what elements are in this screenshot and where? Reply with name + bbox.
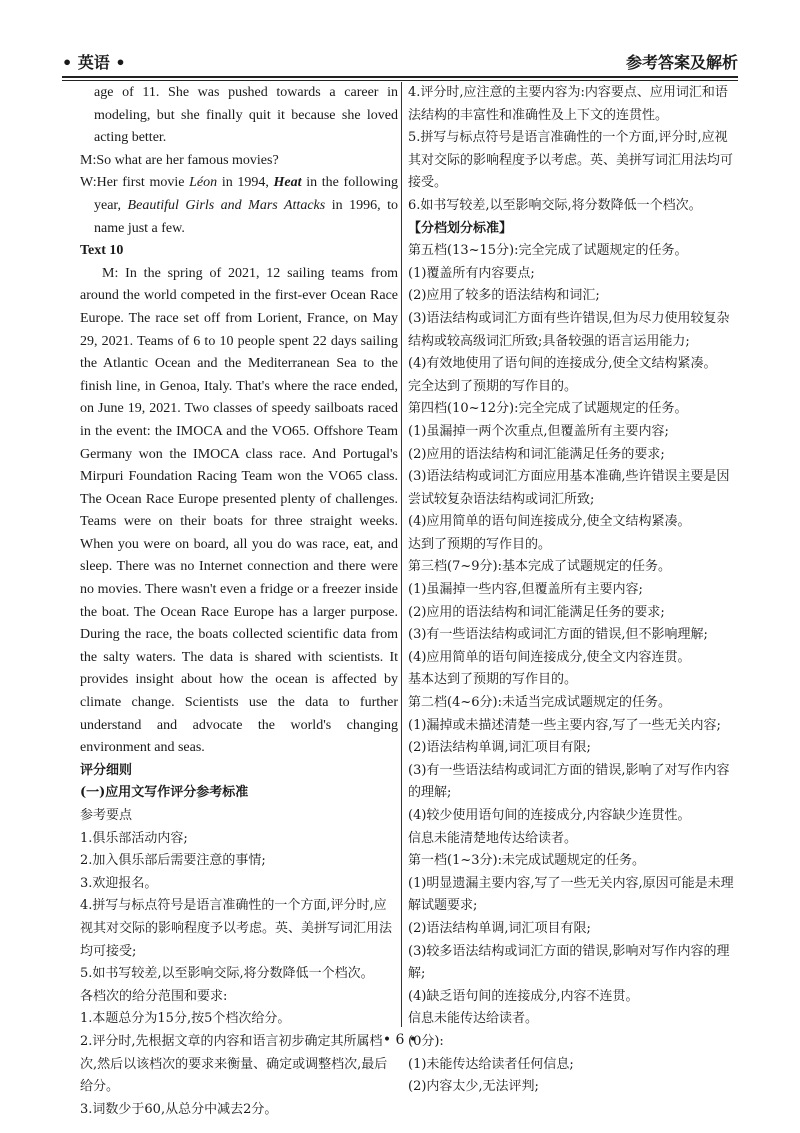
list-item: 各档次的给分范围和要求: — [80, 988, 228, 1004]
list-item: (2)语法结构单调,词汇项目有限; — [408, 740, 591, 756]
list-item: (2)语法结构单调,词汇项目有限; — [408, 920, 591, 936]
list-item: 完全达到了预期的写作目的。 — [408, 378, 578, 394]
transcript-line-w: W:Her first movie Léon in 1994, Heat in the following year, Beautiful Girls and Mars Attacks in 1996, to name just a few. — [80, 175, 399, 236]
movie-title: Léon — [189, 175, 218, 191]
rules-heading: 评分细则 — [80, 762, 133, 778]
movie-title: Heat — [273, 175, 302, 191]
list-item: 1.本题总分为15分,按5个档次给分。 — [80, 1011, 291, 1027]
list-item: (3)有一些语法结构或词汇方面的错误,但不影响理解; — [408, 627, 708, 643]
list-item: 5.拼写与标点符号是语言准确性的一个方面,评分时,应视其对交际的影响程度予以考虑。英、美拼写词汇用法均可接受。 — [408, 130, 734, 191]
subject-label: • 英语 • — [62, 53, 126, 72]
list-item: (1)覆盖所有内容要点; — [408, 265, 535, 281]
grading-standard-heading: 【分档划分标准】 — [408, 220, 513, 236]
list-item: 3.欢迎报名。 — [80, 875, 158, 891]
list-item: 2.加入俱乐部后需要注意的事情; — [80, 853, 266, 869]
column-divider — [401, 82, 402, 1027]
list-item: (4)应用简单的语句间连接成分,使全文结构紧凑。 — [408, 514, 691, 530]
header-rule — [62, 76, 738, 78]
page-header — [62, 50, 738, 74]
section-heading: (一)应用文写作评分参考标准 — [80, 785, 249, 801]
list-item: 基本达到了预期的写作目的。 — [408, 672, 578, 688]
list-item: (2)内容太少,无法评判; — [408, 1079, 539, 1095]
list-item: 3.词数少于60,从总分中减去2分。 — [80, 1101, 278, 1117]
right-item-list — [408, 240, 736, 1099]
list-item: 信息未能清楚地传达给读者。 — [408, 830, 578, 846]
list-item: 第五档(13~15分):完全完成了试题规定的任务。 — [408, 243, 688, 259]
header-title: 参考答案及解析 — [625, 53, 738, 72]
list-item: 4.拼写与标点符号是语言准确性的一个方面,评分时,应视其对交际的影响程度予以考虑。英、美拼写词汇用法均可接受; — [80, 898, 393, 959]
reference-points-label: 参考要点 — [80, 808, 133, 823]
list-item: (4)应用简单的语句间连接成分,使全文内容连贯。 — [408, 649, 691, 665]
list-item: (1)虽漏掉一些内容,但覆盖所有主要内容; — [408, 582, 643, 598]
list-item: (3)语法结构或词汇方面应用基本准确,些许错误主要是因尝试较复杂语法结构或词汇所致; — [408, 469, 730, 507]
list-item: 5.如书写较差,以至影响交际,将分数降低一个档次。 — [80, 966, 374, 982]
list-item: (1)未能传达给读者任何信息; — [408, 1056, 574, 1072]
list-item: 6.如书写较差,以至影响交际,将分数降低一个档次。 — [408, 197, 702, 213]
list-item: 第二档(4~6分):未适当完成试题规定的任务。 — [408, 695, 671, 711]
list-item: (0分): — [408, 1033, 444, 1049]
list-item: (4)较少使用语句间的连接成分,内容缺少连贯性。 — [408, 808, 691, 823]
list-item: 信息未能传达给读者。 — [408, 1011, 539, 1027]
list-item: 达到了预期的写作目的。 — [408, 536, 552, 552]
left-item-list — [80, 828, 398, 1122]
list-item: (3)较多语法结构或词汇方面的错误,影响对写作内容的理解; — [408, 943, 730, 982]
list-item: (4)缺乏语句间的连接成分,内容不连贯。 — [408, 988, 639, 1004]
list-item: (1)明显遗漏主要内容,写了一些无关内容,原因可能是未理解试题要求; — [408, 875, 734, 914]
right-column — [408, 82, 736, 1099]
list-item: 第四档(10~12分):完全完成了试题规定的任务。 — [408, 401, 688, 417]
list-item: (2)应用的语法结构和词汇能满足任务的要求; — [408, 604, 665, 620]
text-10-body: M: In the spring of 2021, 12 sailing teams from around the world competed in the first-ever Ocean Race Europe. The race set off from Lorient, France, on May 29, 2021. Teams of 6 to 10 people spent 22 days sailing the Atlantic Ocean and the Mediterranean Sea to the finish line, in Genoa, Italy. That's where the race ended, on June 19, 2021. Two classes of speedy sailboats raced in the event: the IMOCA and the VO65. Offshore Team Germany won the IMOCA class race. And Portugal's Mirpuri Foundation Racing Team won the VO65 class. The Ocean Race Europe presented plenty of challenges. Teams were on their boats for three straight weeks. When you were on board, all you do was race, eat, and sleep. There was no Internet connection and there were no movies. There wasn't even a fridge or a freezer inside the boat. The Ocean Race Europe has a larger purpose. During the race, the boats collected scientific data from the salty waters. The data is shared with scientists. It provides insight about how the ocean is affected by climate change. Scientists use the data to further understand and advocate the world's changing environment and seas. — [80, 265, 398, 756]
list-item: 4.评分时,应注意的主要内容为:内容要点、应用词汇和语法结构的丰富性和准确性及上下文的连贯性。 — [408, 85, 728, 123]
page-number: • 6 • — [382, 1032, 418, 1048]
movie-title: Beautiful Girls and Mars Attacks — [127, 197, 326, 213]
transcript-paragraph: age of 11. She was pushed towards a career in modeling, but she finally quit it because she loved acting better. — [94, 85, 398, 146]
transcript-line-m: M:So what are her famous movies? — [80, 152, 279, 168]
list-item: (3)语法结构或词汇方面有些许错误,但为尽力使用较复杂结构或较高级词汇所致;具备较强的语言运用能力; — [408, 310, 730, 349]
list-item: (4)有效地使用了语句间的连接成分,使全文结构紧凑。 — [408, 356, 717, 372]
left-column — [80, 82, 398, 1121]
list-item: 第一档(1~3分):未完成试题规定的任务。 — [408, 853, 645, 869]
list-item: (2)应用了较多的语法结构和词汇; — [408, 288, 600, 304]
list-item: (3)有一些语法结构或词汇方面的错误,影响了对写作内容的理解; — [408, 762, 730, 801]
text-10-heading: Text 10 — [80, 243, 124, 259]
list-item: (1)虽漏掉一两个次重点,但覆盖所有主要内容; — [408, 423, 669, 439]
list-item: 1.俱乐部活动内容; — [80, 830, 188, 846]
list-item: 第三档(7~9分):基本完成了试题规定的任务。 — [408, 559, 671, 575]
list-item: 2.评分时,先根据文章的内容和语言初步确定其所属档次,然后以该档次的要求来衡量、确定或调整档次,最后给分。 — [80, 1033, 388, 1095]
header-rule-thin — [62, 80, 738, 81]
list-item: (2)应用的语法结构和词汇能满足任务的要求; — [408, 446, 665, 462]
list-item: (1)漏掉或未描述清楚一些主要内容,写了一些无关内容; — [408, 717, 721, 733]
